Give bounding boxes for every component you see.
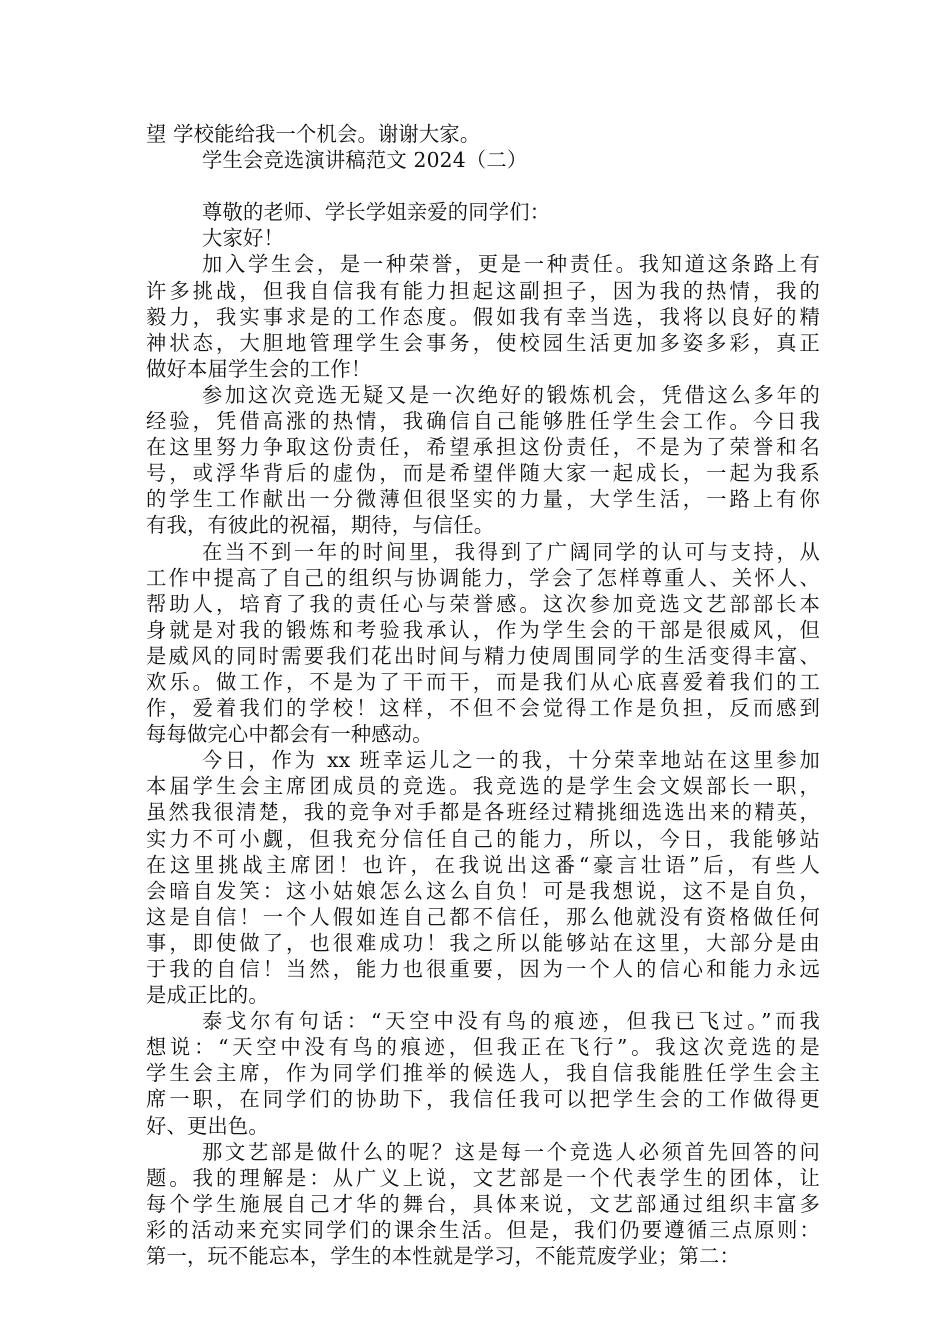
paragraph-line: 这是自信！一个人假如连自己都不信任，那么他就没有资格做任何: [146, 904, 820, 929]
paragraph-line: 彩的活动来充实同学们的课余生活。但是，我们仍要遵循三点原则：: [146, 1217, 820, 1242]
paragraph: [146, 251, 820, 381]
paragraph-line: 在当不到一年的时间里，我得到了广阔同学的认可与支持，从: [202, 539, 820, 564]
paragraph-line: 想说：“天空中没有鸟的痕迹，但我正在飞行”。我这次竞选的是: [146, 1035, 820, 1060]
paragraph-line: 作，爱着我们的学校！这样，不但不会觉得工作是负担，反而感到: [146, 696, 820, 721]
paragraph-line: 在这里挑战主席团！也许，在我说出这番“豪言壮语”后，有些人: [146, 852, 820, 877]
paragraph-line: 每个学生施展自己才华的舞台，具体来说，文艺部通过组织丰富多: [146, 1191, 820, 1216]
greeting: 大家好！: [202, 226, 284, 251]
document-body: [146, 121, 820, 1269]
paragraph-line: 欢乐。做工作，不是为了干而干，而是我们从心底喜爱着我们的工: [146, 669, 820, 694]
paragraph: [146, 1139, 820, 1269]
paragraph-line: 会暗自发笑：这小姑娘怎么这么自负！可是我想说，这不是自负，: [146, 878, 820, 903]
paragraph-line: 本届学生会主席团成员的竞选。我竞选的是学生会文娱部长一职，: [146, 774, 820, 799]
paragraph-line: 加入学生会，是一种荣誉，更是一种责任。我知道这条路上有: [202, 252, 820, 277]
document-title: 学生会竞选演讲稿范文 2024（二）: [202, 148, 528, 173]
paragraph-line: 许多挑战，但我自信我有能力担起这副担子，因为我的热情，我的: [146, 278, 820, 303]
paragraph-line: 今日，作为 xx 班幸运儿之一的我，十分荣幸地站在这里参加: [202, 748, 820, 773]
paragraph-line: 席一职，在同学们的协助下，我信任我可以把学生会的工作做得更: [146, 1087, 820, 1112]
paragraph: [146, 747, 820, 1008]
paragraph-line: 有我，有彼此的祝福，期待，与信任。: [146, 513, 495, 538]
paragraph-line: 第一，玩不能忘本，学生的本性就是学习，不能荒废学业；第二：: [146, 1244, 740, 1269]
paragraph-line: 学生会主席，作为同学们推举的候选人，我自信我能胜任学生会主: [146, 1061, 820, 1086]
paragraph-line: 是威风的同时需要我们花出时间与精力使周围同学的生活变得丰富、: [146, 643, 820, 668]
paragraph-line: 身就是对我的锻炼和考验我承认，作为学生会的干部是很威风，但: [146, 617, 820, 642]
paragraph-line: 帮助人，培育了我的责任心与荣誉感。这次参加竞选文艺部部长本: [146, 591, 820, 616]
paragraph-line: 参加这次竞选无疑又是一次绝好的锻炼机会，凭借这么多年的: [202, 382, 820, 407]
paragraph-line: 事，即使做了，也很难成功！我之所以能够站在这里，大部分是由: [146, 930, 820, 955]
salutation: 尊敬的老师、学长学姐亲爱的同学们：: [202, 200, 551, 225]
paragraph-line: 虽然我很清楚，我的竞争对手都是各班经过精挑细选选出来的精英，: [146, 800, 820, 825]
paragraph-line: 工作中提高了自己的组织与协调能力，学会了怎样尊重人、关怀人、: [146, 565, 820, 590]
paragraph-line: 毅力，我实事求是的工作态度。假如我有幸当选，我将以良好的精: [146, 304, 820, 329]
paragraph-line: 那文艺部是做什么的呢？这是每一个竞选人必须首先回答的问: [202, 1139, 820, 1164]
lead-line: 望 学校能给我一个机会。谢谢大家。: [146, 122, 481, 146]
paragraph-line: 题。我的理解是：从广义上说，文艺部是一个代表学生的团体，让: [146, 1165, 820, 1190]
paragraph-line: 经验，凭借高涨的热情，我确信自己能够胜任学生会工作。今日我: [146, 409, 820, 434]
paragraph-line: 是成正比的。: [146, 983, 269, 1008]
paragraph-line: 做好本届学生会的工作！: [146, 356, 372, 381]
paragraph: [146, 382, 820, 539]
paragraph-line: 在这里努力争取这份责任，希望承担这份责任，不是为了荣誉和名: [146, 435, 820, 460]
paragraph-line: 泰戈尔有句话：“天空中没有鸟的痕迹，但我已飞过。”而我: [202, 1009, 820, 1034]
paragraph: [146, 1008, 820, 1138]
paragraph: [146, 539, 820, 748]
paragraph-line: 实力不可小觑，但我充分信任自己的能力，所以，今日，我能够站: [146, 826, 820, 851]
paragraph-line: 的学生工作献出一分微薄但很坚实的力量，大学生活，一路上有你: [146, 487, 820, 512]
paragraph-line: 每每做完心中都会有一种感动。: [146, 722, 433, 747]
paragraphs: [146, 251, 820, 1269]
paragraph-line: 好、更出色。: [146, 1113, 269, 1138]
paragraph-line: 神状态，大胆地管理学生会事务，使校园生活更加多姿多彩，真正: [146, 330, 820, 355]
paragraph-line: 于我的自信！当然，能力也很重要，因为一个人的信心和能力永远: [146, 957, 820, 981]
blank-line: [146, 173, 820, 199]
paragraph-line: 号，或浮华背后的虚伪，而是希望伴随大家一起成长，一起为我系: [146, 461, 820, 486]
